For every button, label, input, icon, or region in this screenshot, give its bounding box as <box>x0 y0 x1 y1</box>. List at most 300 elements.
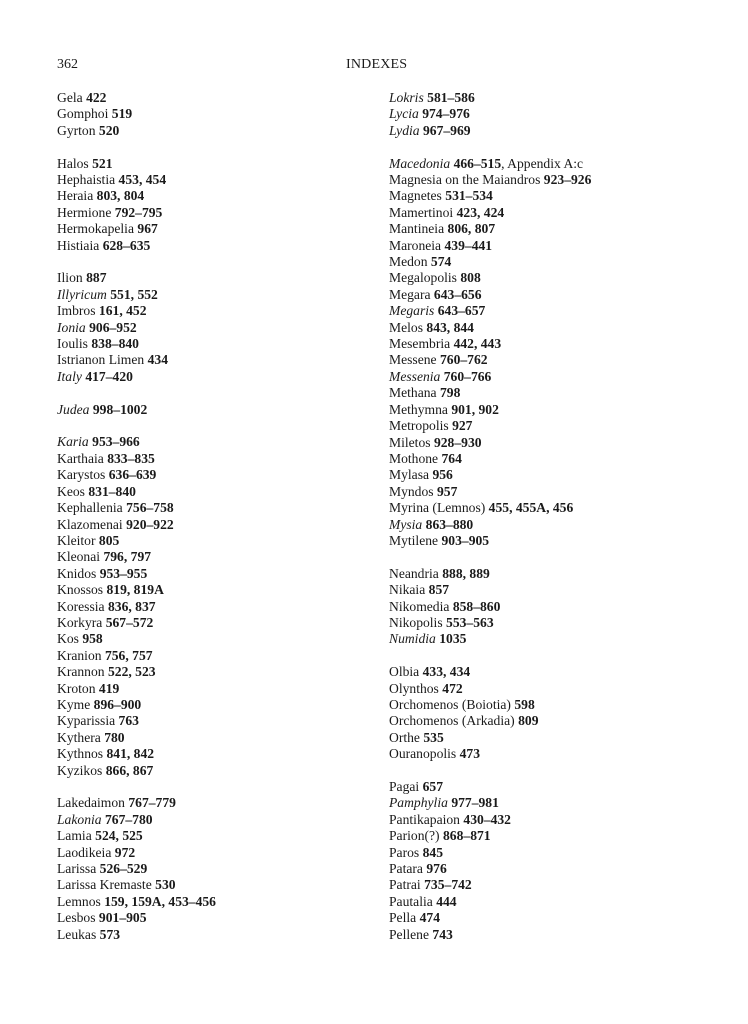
entry-name: Kyzikos <box>57 762 103 778</box>
entry-name: Myndos <box>389 483 434 499</box>
entry-refs: 957 <box>436 483 458 499</box>
index-entry <box>389 845 709 861</box>
index-entry <box>57 517 377 533</box>
index-entry <box>57 631 377 647</box>
entry-refs: 806, 807 <box>447 221 496 237</box>
entry-refs: 901–905 <box>98 910 147 926</box>
entry-name: Orthe <box>389 729 420 745</box>
entry-refs: 519 <box>111 106 133 122</box>
entry-refs: 920–922 <box>126 516 174 532</box>
index-entry <box>389 533 709 549</box>
entry-refs: 845 <box>422 844 444 860</box>
entry-refs: 953–966 <box>92 434 140 450</box>
entry-name: Lamia <box>57 828 92 844</box>
entry-refs: 998–1002 <box>92 401 148 417</box>
entry-refs: 743 <box>432 926 453 942</box>
entry-name: Mamertinoi <box>389 204 454 220</box>
group-divider <box>57 139 377 155</box>
entry-refs: 756, 757 <box>104 647 153 663</box>
entry-refs: 628–635 <box>102 237 151 253</box>
index-entry <box>389 172 709 188</box>
entry-name: Orchomenos (Boiotia) <box>389 696 511 712</box>
index-entry <box>57 664 377 680</box>
entry-name: Macedonia <box>389 155 451 171</box>
index-entry <box>57 566 377 582</box>
entry-name: Karthaia <box>57 450 104 466</box>
group-divider <box>389 139 709 155</box>
entry-name: Kos <box>57 631 79 647</box>
entry-refs: 760–766 <box>443 368 492 384</box>
entry-name: Kranion <box>57 647 102 663</box>
entry-refs: 796, 797 <box>103 549 152 565</box>
entry-refs: 967 <box>137 221 158 237</box>
entry-name: Lesbos <box>57 910 96 926</box>
entry-refs: 417–420 <box>85 368 133 384</box>
entry-refs: 442, 443 <box>453 336 502 352</box>
index-entry <box>389 90 709 106</box>
entry-name: Megalopolis <box>389 270 457 286</box>
index-entry <box>389 697 709 713</box>
entry-name: Halos <box>57 155 89 171</box>
entry-name: Miletos <box>389 434 431 450</box>
entry-refs: 636–639 <box>108 467 157 483</box>
entry-name: Ouranopolis <box>389 746 457 762</box>
index-entry <box>389 582 709 598</box>
entry-name: Mothone <box>389 450 439 466</box>
entry-name: Ilion <box>57 270 83 286</box>
entry-name: Olynthos <box>389 680 439 696</box>
entry-refs: 474 <box>419 910 440 926</box>
index-entry <box>57 467 377 483</box>
index-entry <box>389 156 709 172</box>
index-entry <box>57 615 377 631</box>
index-entry <box>389 713 709 729</box>
index-entry <box>57 205 377 221</box>
entry-refs: 422 <box>86 90 107 105</box>
entry-name: Korkyra <box>57 614 103 630</box>
entry-name: Larissa <box>57 861 97 877</box>
entry-name: Maroneia <box>389 237 442 253</box>
index-entry <box>57 352 377 368</box>
entry-name: Lakedaimon <box>57 795 125 811</box>
entry-refs: 581–586 <box>427 90 475 105</box>
entry-name: Larissa Kremaste <box>57 877 152 893</box>
entry-refs: 161, 452 <box>98 303 147 319</box>
entry-refs: 760–762 <box>439 352 488 368</box>
index-entry <box>57 90 377 106</box>
entry-refs: 967–969 <box>422 122 471 138</box>
entry-name: Mysia <box>389 516 423 532</box>
index-entry <box>389 303 709 319</box>
entry-refs: 159, 159A, 453–456 <box>104 893 216 909</box>
entry-refs: 838–840 <box>91 336 139 352</box>
index-entry <box>57 549 377 565</box>
entry-name: Lycia <box>389 106 419 122</box>
entry-name: Gomphoi <box>57 106 109 122</box>
index-entry <box>57 713 377 729</box>
index-entry <box>57 730 377 746</box>
entry-name: Megaris <box>389 303 435 319</box>
entry-refs: 520 <box>98 122 120 138</box>
index-entry <box>389 500 709 516</box>
entry-refs: 798 <box>439 385 461 401</box>
index-column-left <box>57 90 377 943</box>
index-entry <box>389 681 709 697</box>
entry-refs: 976 <box>426 861 447 877</box>
entry-refs: 972 <box>114 844 136 860</box>
index-entry <box>57 320 377 336</box>
entry-name: Paros <box>389 844 420 860</box>
group-divider <box>57 418 377 434</box>
entry-refs: 901, 902 <box>451 401 499 417</box>
entry-name: Magnetes <box>389 188 442 204</box>
index-entry <box>389 270 709 286</box>
entry-name: Messenia <box>389 368 441 384</box>
index-entry <box>389 238 709 254</box>
entry-name: Patrai <box>389 877 421 893</box>
index-entry <box>57 763 377 779</box>
index-entry <box>57 681 377 697</box>
entry-refs: 863–880 <box>425 516 474 532</box>
entry-name: Klazomenai <box>57 516 123 532</box>
entry-refs: 553–563 <box>446 614 494 630</box>
index-entry <box>57 877 377 893</box>
entry-refs: 809 <box>518 713 539 729</box>
entry-name: Mylasa <box>389 467 430 483</box>
index-entry <box>389 828 709 844</box>
entry-refs: 1035 <box>439 631 467 647</box>
index-entry <box>389 352 709 368</box>
index-entry <box>57 287 377 303</box>
index-entry <box>57 894 377 910</box>
index-entry <box>57 303 377 319</box>
entry-name: Pautalia <box>389 893 433 909</box>
entry-refs: 430–432 <box>463 811 511 827</box>
entry-refs: 903–905 <box>441 532 490 548</box>
index-entry <box>389 746 709 762</box>
index-entry <box>389 795 709 811</box>
entry-name: Ioulis <box>57 336 88 352</box>
group-divider <box>57 254 377 270</box>
entry-name: Pagai <box>389 779 420 794</box>
index-entry <box>389 467 709 483</box>
index-entry <box>57 746 377 762</box>
index-entry <box>57 336 377 352</box>
entry-name: Magnesia on the Maiandros <box>389 172 541 188</box>
entry-name: Mytilene <box>389 532 439 548</box>
entry-name: Gela <box>57 90 83 105</box>
entry-name: Judea <box>57 401 90 417</box>
entry-name: Olbia <box>389 664 420 680</box>
entry-refs: 843, 844 <box>426 319 474 335</box>
entry-name: Lydia <box>389 122 420 138</box>
index-entry <box>389 320 709 336</box>
index-entry <box>57 123 377 139</box>
index-entry <box>389 123 709 139</box>
entry-name: Karystos <box>57 467 106 483</box>
entry-refs: 974–976 <box>422 106 470 122</box>
entry-refs: 977–981 <box>451 795 499 811</box>
entry-refs: 767–780 <box>104 811 153 827</box>
index-entry <box>389 106 709 122</box>
index-entry <box>389 664 709 680</box>
entry-refs: 906–952 <box>89 319 137 335</box>
entry-refs: 868–871 <box>443 828 491 844</box>
entry-refs: 466–515 <box>453 155 502 171</box>
entry-refs: 896–900 <box>93 696 142 712</box>
entry-name: Knossos <box>57 582 104 598</box>
index-entry <box>57 927 377 943</box>
page-number: 362 <box>57 57 78 72</box>
entry-name: Lakonia <box>57 811 102 827</box>
index-entry <box>57 697 377 713</box>
index-entry <box>57 451 377 467</box>
entry-refs: 887 <box>86 270 107 286</box>
entry-refs: 444 <box>436 893 457 909</box>
entry-name: Hephaistia <box>57 172 116 188</box>
entry-refs: 434 <box>147 352 169 368</box>
entry-name: Karia <box>57 434 89 450</box>
index-entry <box>57 238 377 254</box>
entry-refs: 419 <box>98 680 120 696</box>
index-entry <box>389 369 709 385</box>
entry-refs: 643–656 <box>433 286 482 302</box>
index-entry <box>389 451 709 467</box>
entry-name: Gyrton <box>57 122 96 138</box>
index-entry <box>389 599 709 615</box>
entry-name: Melos <box>389 319 423 335</box>
entry-name: Kyparissia <box>57 713 116 729</box>
entry-name: Lemnos <box>57 893 101 909</box>
entry-name: Neandria <box>389 565 439 581</box>
entry-name: Nikopolis <box>389 614 443 630</box>
index-entry <box>389 910 709 926</box>
entry-name: Illyricum <box>57 286 107 302</box>
entry-refs: 858–860 <box>452 598 501 614</box>
index-entry <box>57 599 377 615</box>
index-entry <box>389 385 709 401</box>
entry-name: Kephallenia <box>57 500 123 516</box>
index-entry <box>389 287 709 303</box>
entry-refs: 923–926 <box>543 172 592 188</box>
entry-refs: 756–758 <box>126 500 174 516</box>
index-entry <box>57 582 377 598</box>
entry-name: Keos <box>57 483 85 499</box>
entry-refs: 522, 523 <box>107 664 156 680</box>
entry-refs: 657 <box>422 779 443 794</box>
entry-name: Patara <box>389 861 423 877</box>
index-entry <box>389 615 709 631</box>
entry-name: Hermokapelia <box>57 221 134 237</box>
entry-refs: 808 <box>460 270 481 286</box>
entry-name: Pamphylia <box>389 795 448 811</box>
entry-refs: 764 <box>441 450 462 466</box>
entry-name: Imbros <box>57 303 96 319</box>
index-entry <box>389 877 709 893</box>
group-divider <box>389 648 709 664</box>
entry-refs: 423, 424 <box>456 204 505 220</box>
entry-refs: 473 <box>459 746 481 762</box>
group-divider <box>57 779 377 795</box>
entry-name: Mesembria <box>389 336 451 352</box>
index-entry <box>57 434 377 450</box>
entry-name: Italy <box>57 368 82 384</box>
index-entry <box>57 845 377 861</box>
entry-refs: 956 <box>432 467 453 483</box>
entry-refs: 819, 819A <box>106 582 164 598</box>
entry-name: Myrina (Lemnos) <box>389 500 486 516</box>
index-entry <box>389 336 709 352</box>
entry-name: Leukas <box>57 926 97 942</box>
entry-name: Medon <box>389 254 428 270</box>
index-entry <box>57 533 377 549</box>
entry-name: Parion(?) <box>389 828 440 844</box>
entry-refs: 524, 525 <box>95 828 143 844</box>
index-entry <box>389 861 709 877</box>
entry-refs: 857 <box>428 582 450 598</box>
entry-refs: 780 <box>104 729 125 745</box>
entry-name: Nikomedia <box>389 598 450 614</box>
entry-refs: 831–840 <box>88 483 136 499</box>
entry-refs: 567–572 <box>105 614 154 630</box>
entry-name: Megara <box>389 286 431 302</box>
entry-name: Laodikeia <box>57 844 112 860</box>
entry-refs: 927 <box>452 418 473 434</box>
entry-name: Mantineia <box>389 221 445 237</box>
index-entry <box>57 795 377 811</box>
group-divider <box>389 763 709 779</box>
entry-refs: 535 <box>423 729 444 745</box>
index-entry <box>57 221 377 237</box>
index-entry <box>389 188 709 204</box>
index-entry <box>57 484 377 500</box>
index-entry <box>389 484 709 500</box>
entry-name: Numidia <box>389 631 436 647</box>
index-entry <box>57 188 377 204</box>
entry-name: Heraia <box>57 188 94 204</box>
entry-name: Orchomenos (Arkadia) <box>389 713 515 729</box>
entry-name: Metropolis <box>389 418 449 434</box>
entry-name: Kythnos <box>57 746 104 762</box>
entry-refs: 803, 804 <box>96 188 145 204</box>
entry-refs: 763 <box>118 713 139 729</box>
entry-refs: 530 <box>155 877 176 893</box>
entry-name: Kroton <box>57 680 96 696</box>
index-entry <box>389 779 709 795</box>
index-entry <box>389 894 709 910</box>
entry-name: Koressia <box>57 598 105 614</box>
entry-name: Methana <box>389 385 437 401</box>
index-entry <box>389 927 709 943</box>
entry-refs: 531–534 <box>445 188 493 204</box>
index-entry <box>57 156 377 172</box>
entry-name: Ionia <box>57 319 86 335</box>
entry-refs: 521 <box>92 155 113 171</box>
entry-refs: 735–742 <box>424 877 472 893</box>
index-column-right <box>389 90 709 943</box>
entry-refs: 841, 842 <box>106 746 155 762</box>
entry-refs: 643–657 <box>437 303 486 319</box>
entry-refs: 574 <box>430 254 452 270</box>
running-head: INDEXES <box>346 57 408 72</box>
index-entry <box>57 500 377 516</box>
entry-name: Pella <box>389 910 417 926</box>
index-entry <box>57 828 377 844</box>
entry-name: Kleitor <box>57 532 96 548</box>
entry-refs: 953–955 <box>99 565 148 581</box>
page-header <box>0 57 748 77</box>
entry-suffix: , Appendix A:c <box>501 155 584 171</box>
entry-refs: 472 <box>442 680 463 696</box>
index-entry <box>57 402 377 418</box>
entry-name: Pantikapaion <box>389 811 460 827</box>
entry-refs: 767–779 <box>128 795 176 811</box>
entry-name: Istrianon Limen <box>57 352 145 368</box>
entry-refs: 888, 889 <box>442 565 490 581</box>
index-entry <box>389 730 709 746</box>
entry-refs: 439–441 <box>444 237 493 253</box>
index-entry <box>389 517 709 533</box>
entry-refs: 805 <box>98 532 120 548</box>
entry-refs: 598 <box>514 696 535 712</box>
index-entry <box>57 172 377 188</box>
entry-name: Methymna <box>389 401 448 417</box>
entry-refs: 526–529 <box>99 861 148 877</box>
index-entry <box>389 221 709 237</box>
entry-name: Kythera <box>57 729 101 745</box>
entry-name: Lokris <box>389 90 424 105</box>
index-entry <box>389 566 709 582</box>
entry-name: Krannon <box>57 664 105 680</box>
index-entry <box>389 435 709 451</box>
entry-name: Nikaia <box>389 582 426 598</box>
index-entry <box>57 910 377 926</box>
entry-refs: 573 <box>99 926 121 942</box>
entry-name: Messene <box>389 352 437 368</box>
group-divider <box>389 549 709 565</box>
entry-name: Kyme <box>57 696 91 712</box>
entry-name: Pellene <box>389 926 430 942</box>
entry-name: Histiaia <box>57 237 100 253</box>
group-divider <box>57 385 377 401</box>
entry-refs: 455, 455A, 456 <box>488 500 574 516</box>
index-entry <box>57 369 377 385</box>
index-entry <box>389 254 709 270</box>
entry-refs: 433, 434 <box>422 664 471 680</box>
index-entry <box>389 205 709 221</box>
index-entry <box>57 861 377 877</box>
entry-refs: 551, 552 <box>110 286 158 302</box>
entry-name: Knidos <box>57 565 97 581</box>
index-entry <box>57 106 377 122</box>
index-entry <box>57 812 377 828</box>
entry-refs: 453, 454 <box>118 172 167 188</box>
index-entry <box>389 631 709 647</box>
entry-refs: 928–930 <box>433 434 482 450</box>
index-entry <box>57 648 377 664</box>
entry-name: Hermione <box>57 204 112 220</box>
entry-refs: 836, 837 <box>107 598 156 614</box>
entry-refs: 792–795 <box>114 204 163 220</box>
entry-refs: 866, 867 <box>105 762 154 778</box>
index-entry <box>57 270 377 286</box>
index-entry <box>389 812 709 828</box>
index-entry <box>389 418 709 434</box>
index-entry <box>389 402 709 418</box>
entry-refs: 833–835 <box>107 450 155 466</box>
entry-refs: 958 <box>82 631 103 647</box>
entry-name: Kleonai <box>57 549 101 565</box>
